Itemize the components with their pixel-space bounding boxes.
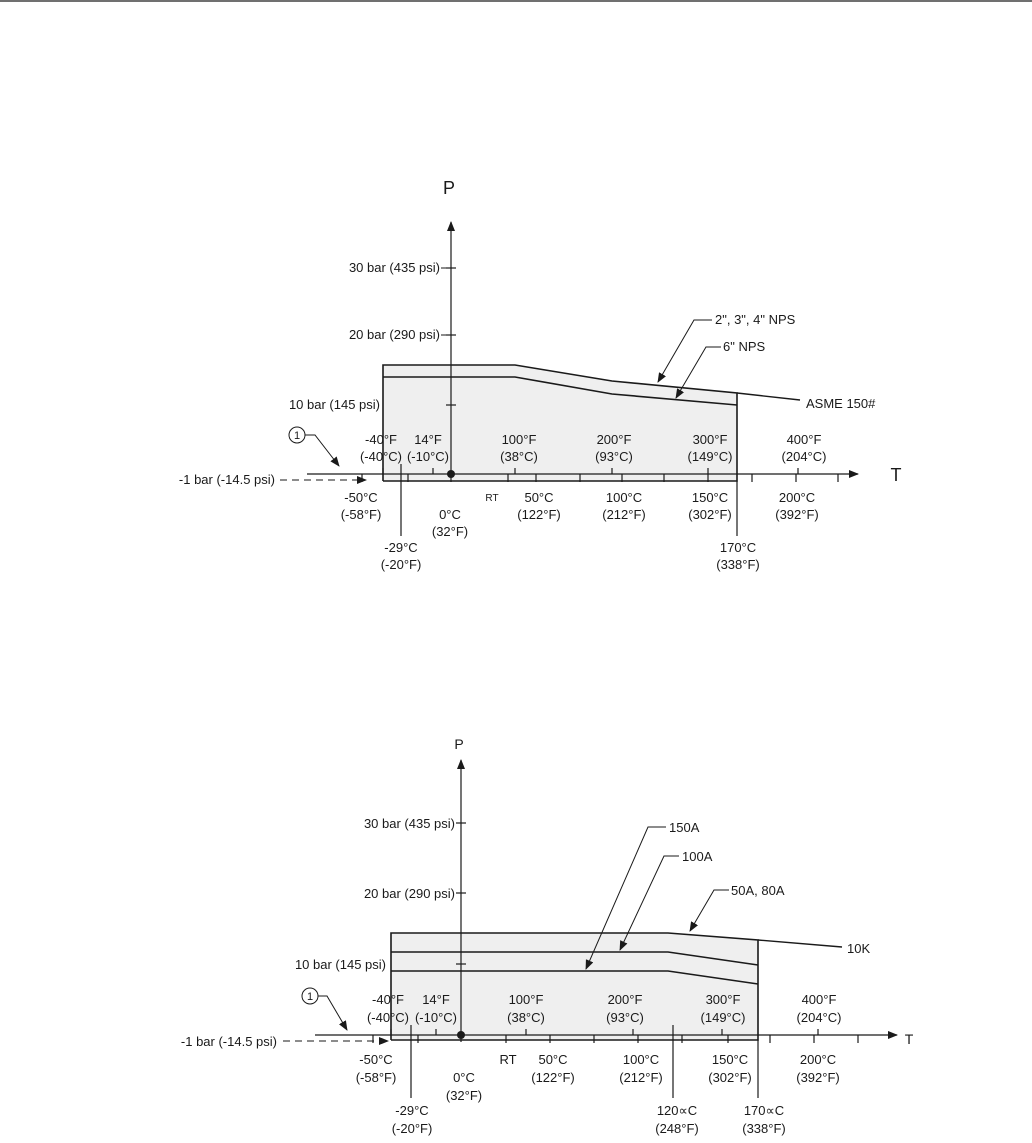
c-label-150-bottom: 150°C (711, 1052, 749, 1067)
label-6-nps: 6" NPS (723, 339, 766, 354)
p-label-30-bottom: 30 bar (435 psi) (363, 816, 455, 831)
f-label-minus40-bottom: -40°F (372, 992, 404, 1007)
f-label-300-bottom: 300°F (705, 992, 741, 1007)
f-label-100: 100°F (501, 432, 537, 447)
leader-50a-80a (690, 890, 729, 931)
f-label-400-c: (204°C) (781, 449, 827, 464)
origin-dot-bottom (457, 1031, 465, 1039)
p-axis-label: P (442, 178, 456, 198)
p-label-20-bottom: 20 bar (290 psi) (363, 886, 455, 901)
c-label-100-bottom: 100°C (622, 1052, 660, 1067)
curve-asme-150 (737, 393, 800, 400)
label-50a-80a: 50A, 80A (731, 883, 785, 898)
high-limit-label: 170°C (719, 540, 757, 555)
p-label-20: 20 bar (290 psi) (348, 327, 440, 342)
c-label-minus50-bottom: -50°C (359, 1052, 393, 1067)
f-label-minus40-c: (-40°C) (359, 449, 403, 464)
c-label-150: 150°C (691, 490, 729, 505)
curve-10k (758, 940, 842, 947)
f-label-100-bottom: 100°F (508, 992, 544, 1007)
rt-label-bottom: RT (499, 1052, 517, 1067)
f-label-300: 300°F (692, 432, 728, 447)
vacuum-label-bottom: -1 bar (-14.5 psi) (180, 1034, 277, 1049)
low-limit-label-bottom: -29°C (395, 1103, 429, 1118)
f-label-400-bottom: 400°F (801, 992, 837, 1007)
f-label-14-bottom: 14°F (422, 992, 450, 1007)
callout-arrow (305, 435, 339, 466)
origin-dot (447, 470, 455, 478)
f-label-100-c: (38°C) (500, 449, 538, 464)
p-label-10-bottom: 10 bar (145 psi) (294, 957, 386, 972)
diagram-bottom (181, 736, 914, 1136)
f-label-300-c-bottom: (149°C) (700, 1010, 746, 1025)
c-label-200-bottom: 200°C (799, 1052, 837, 1067)
c-label-50-f-bottom: (122°F) (531, 1070, 575, 1085)
rt-label: RT (485, 493, 499, 504)
callout-number: 1 (293, 430, 301, 442)
f-label-200-c: (93°C) (595, 449, 633, 464)
f-label-14-c: (-10°C) (406, 449, 450, 464)
f-label-100-c-bottom: (38°C) (507, 1010, 545, 1025)
mid-limit-label-f-bottom: (248°F) (655, 1121, 699, 1136)
p-axis-label-bottom: P (454, 736, 464, 752)
f-label-minus40-c-bottom: (-40°C) (366, 1010, 410, 1025)
p-label-30: 30 bar (435 psi) (348, 260, 440, 275)
label-2-3-4-nps: 2", 3", 4" NPS (715, 312, 796, 327)
label-100a: 100A (682, 849, 713, 864)
f-label-14: 14°F (414, 432, 442, 447)
c-label-minus50-f-bottom: (-58°F) (355, 1070, 397, 1085)
high-limit-label-f: (338°F) (716, 557, 760, 572)
vacuum-label: -1 bar (-14.5 psi) (178, 472, 275, 487)
low-limit-label: -29°C (384, 540, 418, 555)
f-label-14-c-bottom: (-10°C) (414, 1010, 458, 1025)
c-label-0-f-bottom: (32°F) (445, 1088, 483, 1103)
t-axis-label: T (890, 465, 902, 485)
c-label-200: 200°C (778, 490, 816, 505)
c-label-0-f: (32°F) (431, 524, 469, 539)
high-limit-label-f-bottom: (338°F) (742, 1121, 786, 1136)
t-axis-label-bottom: T (904, 1031, 914, 1047)
c-label-200-f: (392°F) (775, 507, 819, 522)
c-label-150-f: (302°F) (688, 507, 732, 522)
f-label-400-c-bottom: (204°C) (796, 1010, 842, 1025)
mid-limit-label-bottom: 120∝C (656, 1103, 698, 1118)
c-label-50: 50°C (524, 490, 554, 505)
diagram-top (179, 178, 902, 572)
p-label-10: 10 bar (145 psi) (288, 397, 380, 412)
c-label-50-f: (122°F) (517, 507, 561, 522)
label-asme-150: ASME 150# (806, 396, 876, 411)
label-150a: 150A (669, 820, 700, 835)
c-label-0-bottom: 0°C (453, 1070, 475, 1085)
low-limit-label-f: (-20°F) (380, 557, 422, 572)
c-label-minus50: -50°C (344, 490, 378, 505)
c-label-100-f-bottom: (212°F) (619, 1070, 663, 1085)
f-label-300-c: (149°C) (687, 449, 733, 464)
c-label-50-bottom: 50°C (538, 1052, 568, 1067)
c-label-0: 0°C (439, 507, 461, 522)
f-label-200-bottom: 200°F (607, 992, 643, 1007)
callout-arrow-bottom (318, 996, 347, 1030)
c-label-200-f-bottom: (392°F) (796, 1070, 840, 1085)
c-label-150-f-bottom: (302°F) (708, 1070, 752, 1085)
f-label-minus40: -40°F (365, 432, 397, 447)
callout-number-bottom: 1 (306, 991, 314, 1003)
c-label-minus50-f: (-58°F) (340, 507, 382, 522)
f-label-400: 400°F (786, 432, 822, 447)
f-label-200: 200°F (596, 432, 632, 447)
high-limit-label-bottom: 170∝C (743, 1103, 785, 1118)
f-label-200-c-bottom: (93°C) (606, 1010, 644, 1025)
label-10k: 10K (847, 941, 871, 956)
low-limit-label-f-bottom: (-20°F) (391, 1121, 433, 1136)
c-label-100: 100°C (605, 490, 643, 505)
c-label-100-f: (212°F) (602, 507, 646, 522)
